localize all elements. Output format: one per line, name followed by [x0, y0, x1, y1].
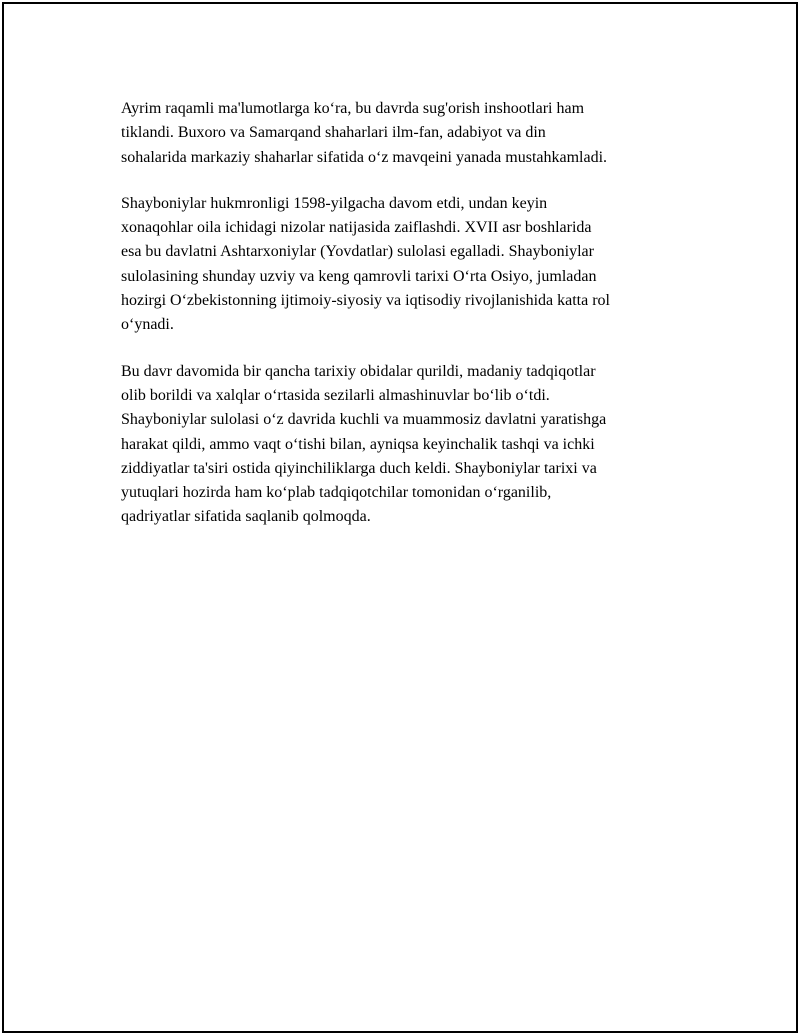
text-line: qadriyatlar sifatida saqlanib qolmoqda.	[121, 508, 371, 526]
text-line: harakat qildi, ammo vaqt o‘tishi bilan, ayniqsa keyinchalik tashqi va ichki	[121, 435, 595, 453]
text-line: o‘ynadi.	[121, 316, 174, 334]
text-line: sulolasining shunday uzviy va keng qamrovli tarixi O‘rta Osiyo, jumladan	[121, 267, 597, 285]
text-line: tiklandi. Buxoro va Samarqand shaharlari ilm-fan, adabiyot va din	[121, 124, 546, 142]
text-line: Shayboniylar sulolasi o‘z davrida kuchli va muammosiz davlatni yaratishga	[121, 411, 607, 429]
text-line: Bu davr davomida bir qancha tarixiy obidalar qurildi, madaniy tadqiqotlar	[121, 362, 596, 380]
paragraph-1	[121, 97, 681, 170]
text-line: xonaqohlar oila ichidagi nizolar natijasida zaiflashdi. XVII asr boshlarida	[121, 219, 592, 237]
document-body	[121, 97, 681, 552]
document-page	[2, 2, 798, 1033]
text-line: esa bu davlatni Ashtarxoniylar (Yovdatlar) sulolasi egalladi. Shayboniylar	[121, 243, 594, 261]
paragraph-2	[121, 192, 681, 338]
text-line: hozirgi O‘zbekistonning ijtimoiy-siyosiy va iqtisodiy rivojlanishida katta rol	[121, 292, 610, 310]
text-line: Ayrim raqamli ma'lumotlarga ko‘ra, bu davrda sug'orish inshootlari ham	[121, 100, 585, 117]
text-line: ziddiyatlar ta'siri ostida qiyinchiliklarga duch keldi. Shayboniylar tarixi va	[121, 459, 597, 477]
text-line: Shayboniylar hukmronligi 1598-yilgacha davom etdi, undan keyin	[121, 194, 548, 212]
text-line: yutuqlari hozirda ham ko‘plab tadqiqotchilar tomonidan o‘rganilib,	[121, 484, 552, 502]
text-line: sohalarida markaziy shaharlar sifatida o‘z mavqeini yanada mustahkamladi.	[121, 148, 608, 166]
paragraph-3	[121, 360, 681, 530]
text-line: olib borildi va xalqlar o‘rtasida sezilarli almashinuvlar bo‘lib o‘tdi.	[121, 386, 550, 404]
